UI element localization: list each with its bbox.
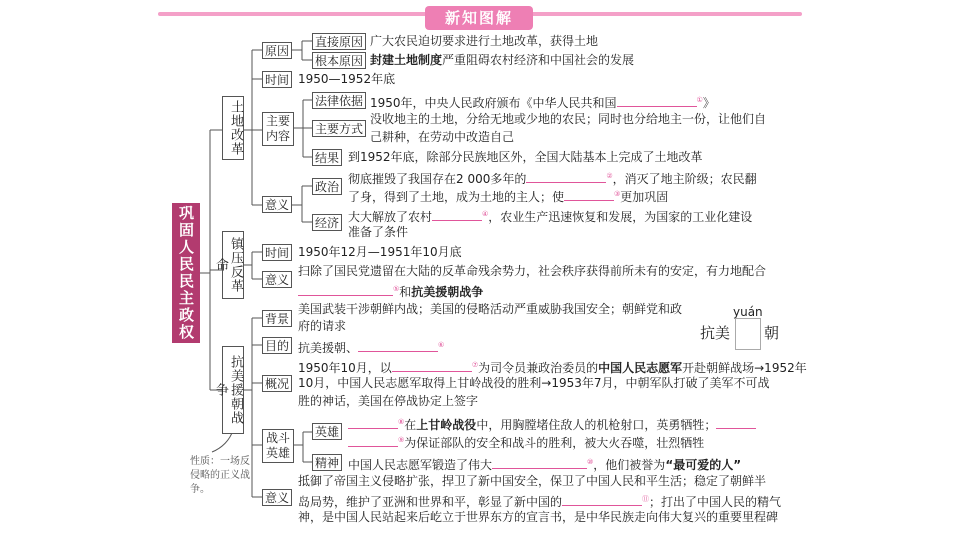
suppress-meaning-2: ⑤和抗美援朝战争 [298,280,483,301]
result-text: 到1952年底，除部分民族地区外，全国大陆基本上完成了土地改革 [348,150,703,164]
blank-2[interactable] [526,170,606,183]
node-reason: 原因 [262,42,292,59]
node-land-reform: 土地改革 [222,96,244,160]
side-word-post: 朝 [764,324,780,342]
blank-3[interactable] [564,188,614,201]
background-text-1: 美国武装干涉朝鲜内战；美国的侵略活动严重威胁我国安全；朝鲜党和政 [298,302,683,316]
war-meaning-2: 岛局势，维护了亚洲和世界和平，彰显了新中国的 ⑪；打出了中国人民的精气 [298,495,782,509]
method-text-2: 己耕种，在劳动中改造自己 [370,130,515,144]
war-meaning-3: 神，是中国人民站起来后屹立于世界东方的宣言书，是中华民族走向伟大复兴的重要里程碑 [298,510,779,524]
blank-11[interactable] [562,493,642,506]
character-box[interactable] [735,318,761,350]
node-purpose: 目的 [262,337,292,354]
node-economy: 经济 [312,214,342,231]
war-nature-note: 性质：一场反侵略的正义战争。 [190,456,250,495]
politics-text-1: 彻底摧毁了我国存在2 000多年的 ②，消灭了地主阶级；农民翻 [348,172,757,186]
root-node: 巩固人民民主政权 [172,203,200,343]
node-suppress-time: 时间 [262,244,292,261]
blank-4[interactable] [432,208,482,221]
direct-reason-text: 广大农民迫切要求进行土地改革，获得土地 [370,34,599,48]
suppress-time-text: 1950年12月—1951年10月底 [298,245,462,259]
land-time-text: 1950—1952年底 [298,72,396,86]
blank-9b[interactable] [348,434,398,447]
node-time: 时间 [262,71,292,88]
blank-9[interactable] [716,416,756,429]
war-meaning-1: 抵御了帝国主义侵略扩张，捍卫了新中国安全，保卫了中国人民和平生活；稳定了朝鲜半 [298,474,767,488]
overview-text-1: 1950年10月，以 ⑦为司令员兼政治委员的中国人民志愿军开赴朝鲜战场→1952年 [298,361,807,375]
node-heroes: 战斗英雄 [262,429,294,463]
hero-text-2: ⑨为保证部队的安全和战斗的胜利，被大火吞噬，壮烈牺牲 [348,431,704,452]
blank-5[interactable] [298,283,393,296]
blank-7[interactable] [392,359,472,372]
blank-1[interactable] [617,94,697,107]
legal-basis-text: 1950年，中央人民政府颁布《中华人民共和国 ①》 [370,96,715,110]
node-hero: 英雄 [312,423,342,440]
background-text-2: 府的请求 [298,319,347,333]
economy-text-1: 大大解放了农村 ④，农业生产迅速恢复和发展，为国家的工业化建设 [348,210,753,224]
economy-text-2: 准备了条件 [348,225,409,239]
node-legal-basis: 法律依据 [312,92,366,109]
side-word-pinyin: yuán [733,305,763,319]
spirit-text: 中国人民志愿军锻造了伟大 ⑩，他们被誉为“最可爱的人” [348,458,742,472]
node-background: 背景 [262,310,292,327]
node-spirit: 精神 [312,454,342,471]
side-word-pre: 抗美 [700,324,731,342]
politics-text-2: 了身，得到了土地，成为土地的主人；使 ③更加巩固 [348,190,669,204]
node-suppress: 镇压反革命 [222,231,244,299]
method-text-1: 没收地主的土地，分给无地或少地的农民；同时也分给地主一份，让他们自 [370,112,767,126]
node-direct-reason: 直接原因 [312,33,366,50]
node-war-meaning: 意义 [262,489,292,506]
overview-text-2: 10月，中国人民志愿军取得上甘岭战役的胜利→1953年7月，中朝军队打破了美军不可战 [298,376,770,390]
node-result: 结果 [312,149,342,166]
node-overview: 概况 [262,375,292,392]
page-title: 新知图解 [425,6,533,30]
node-main-method: 主要方式 [312,120,366,137]
node-land-meaning: 意义 [262,196,292,213]
root-reason-text: 封建土地制度严重阻碍农村经济和中国社会的发展 [370,53,635,67]
hero-text-1: ⑧在上甘岭战役中，用胸膛堵住敌人的机枪射口，英勇牺牲； [348,413,756,434]
node-main-content: 主要内容 [262,112,294,146]
node-war: 抗美援朝战争 [222,346,244,434]
suppress-meaning-1: 扫除了国民党遗留在大陆的反革命残余势力，社会秩序获得前所未有的安定，有力地配合 [298,264,767,278]
blank-8[interactable] [348,416,398,429]
blank-10[interactable] [492,456,587,469]
node-root-reason: 根本原因 [312,52,366,69]
overview-text-3: 胜的神话，美国在停战协定上签字 [298,394,479,408]
node-suppress-meaning: 意义 [262,271,292,288]
node-politics: 政治 [312,178,342,195]
blank-6[interactable] [358,339,438,352]
purpose-text: 抗美援朝、 ⑥ [298,341,445,355]
